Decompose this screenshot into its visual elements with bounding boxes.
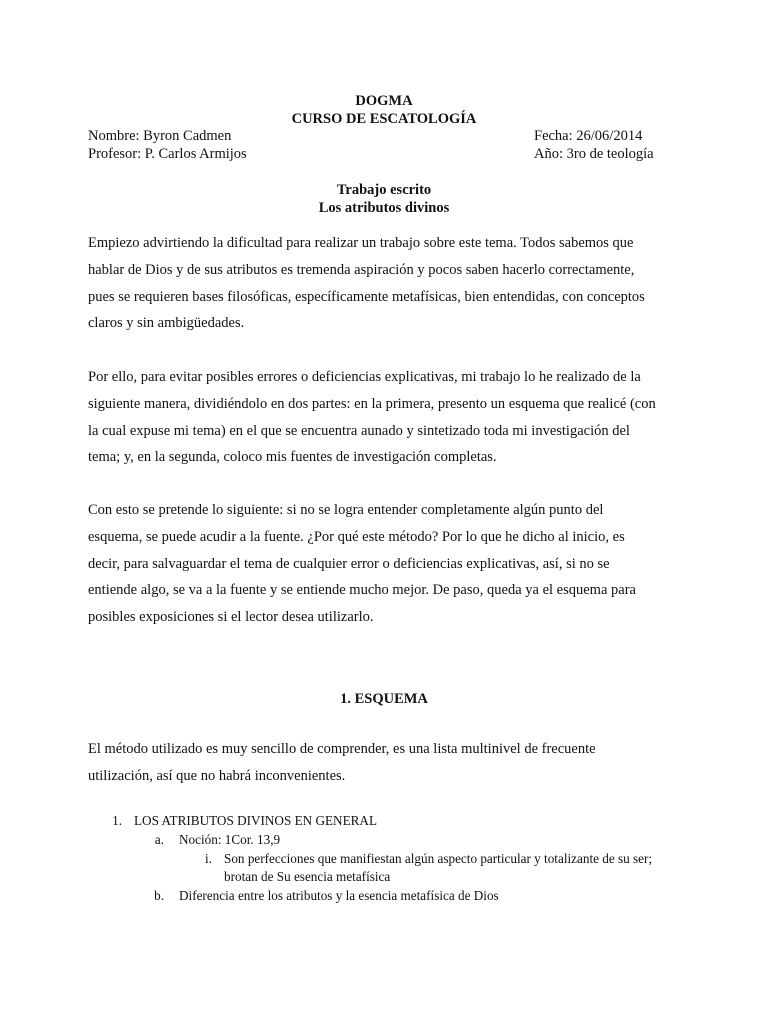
list-item: Diferencia entre los atributos y la esencia metafísica de Dios [179,888,499,903]
list-marker: i. [205,851,212,866]
paragraph-line: utilización, así que no habrá inconvenientes. [88,767,346,784]
professor-name: Profesor: P. Carlos Armijos [88,146,247,162]
section-intro [88,736,688,790]
paragraph-intro [88,230,688,337]
paragraph-line: esquema, se puede acudir a la fuente. ¿Por qué este método? Por lo que he dicho al inicio, es [88,528,625,545]
paragraph-line: Con esto se pretende lo siguiente: si no se logra entender completamente algún punto del [88,502,604,518]
paragraph-line: Empiezo advirtiendo la dificultad para realizar un trabajo sobre este tema. Todos sabemos que [88,235,634,251]
paragraph-line: posibles exposiciones si el lector desea utilizarlo. [88,609,374,626]
paragraph-line: Por ello, para evitar posibles errores o deficiencias explicativas, mi trabajo lo he realizado de la [88,369,641,385]
paragraph-method [88,364,688,471]
paragraph-line: siguiente manera, dividiéndolo en dos partes: en la primera, presento un esquema que realicé (con [88,395,656,412]
list-item: Noción: 1Cor. 13,9 [179,832,281,847]
course-title: CURSO DE ESCATOLOGÍA [291,111,477,127]
paragraph-line: pues se requieren bases filosóficas, específicamente metafísicas, bien entendidas, con conceptos [88,288,645,305]
year-field: Año: 3ro de teología [534,146,654,162]
work-type: Trabajo escrito [336,182,432,198]
paragraph-line: la cual expuse mi tema) en el que se encuentra aunado y sintetizado toda mi investigación del [88,422,630,439]
list-marker: a. [154,832,164,847]
paragraph-purpose [88,497,688,631]
document-title: DOGMA [355,93,413,109]
section-heading: 1. ESQUEMA [340,691,428,707]
paragraph-line: hablar de Dios y de sus atributos es tremenda aspiración y pocos saben hacerlo correctamente, [88,261,635,278]
paragraph-line: decir, para salvaguardar el tema de cualquier error o deficiencias explicativas, así, si no se [88,555,610,572]
work-topic: Los atributos divinos [318,200,450,216]
student-name: Nombre: Byron Cadmen [88,128,232,144]
list-item: Son perfecciones que manifiestan algún aspecto particular y totalizante de su ser; [224,851,653,866]
list-item-continuation: brotan de Su esencia metafísica [224,869,391,884]
paragraph-line: entiende algo, se va a la fuente y se entiende mucho mejor. De paso, queda ya el esquema para [88,582,636,599]
paragraph-line: claros y sin ambigüedades. [88,315,245,332]
list-item: LOS ATRIBUTOS DIVINOS EN GENERAL [134,813,377,828]
paragraph-line: El método utilizado es muy sencillo de comprender, es una lista multinivel de frecuente [88,741,596,757]
date-field: Fecha: 26/06/2014 [534,128,643,144]
paragraph-line: tema; y, en la segunda, coloco mis fuentes de investigación completas. [88,449,497,466]
list-marker: b. [154,888,164,903]
list-marker: 1. [112,813,122,828]
